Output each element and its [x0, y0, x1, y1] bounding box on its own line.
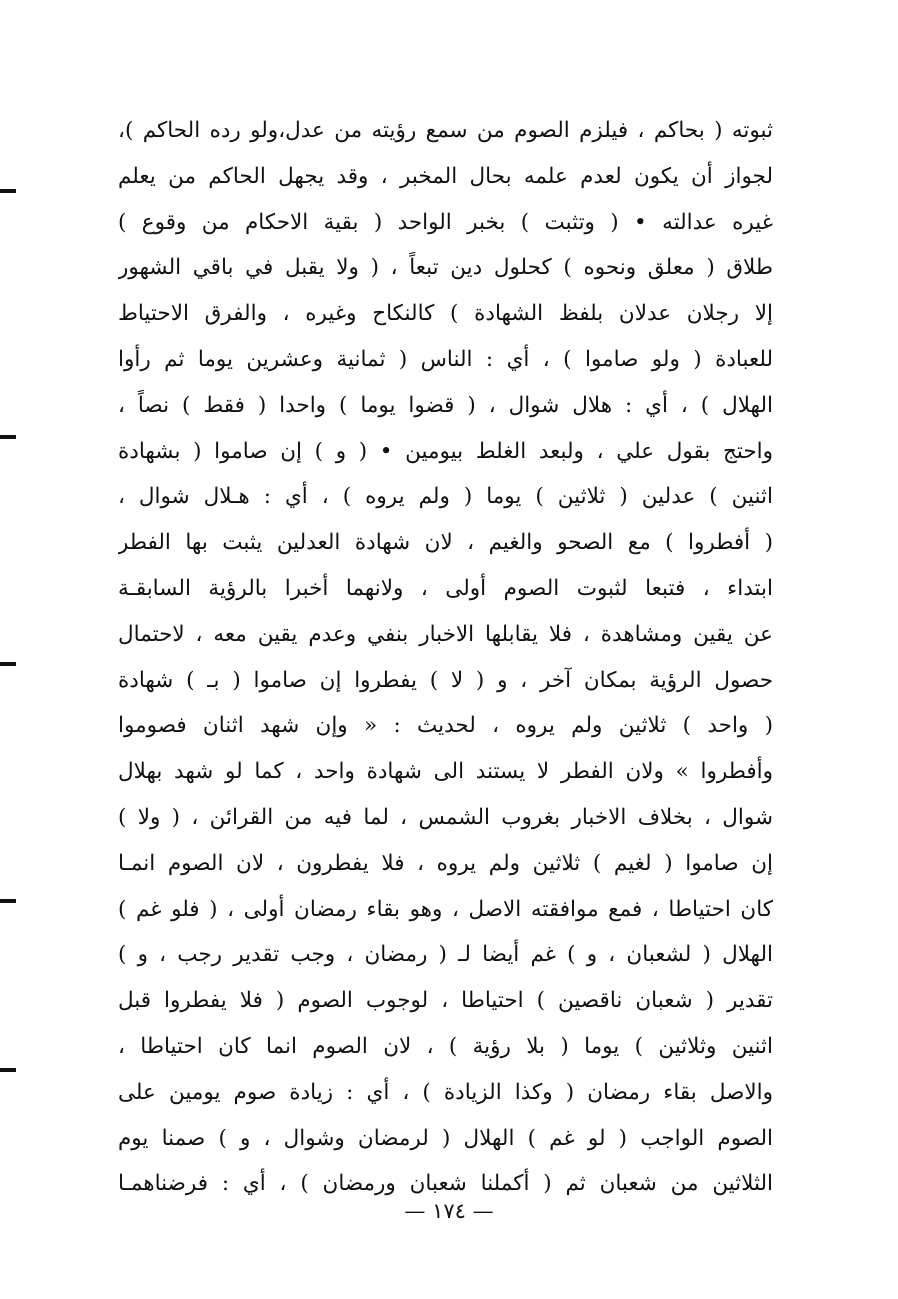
- text-line: غيره عدالته • ( وتثبت ) بخبر الواحد ( بقية الاحكام من وقوع ): [118, 209, 773, 235]
- text-line: والاصل بقاء رمضان ( وكذا الزيادة ) ، أي : زيادة صوم يومين على: [118, 1079, 773, 1105]
- margin-mark: [0, 189, 16, 193]
- text-line: إلا رجلان عدلان بلفظ الشهادة ) كالنكاح وغيره ، والفرق الاحتياط: [118, 301, 773, 327]
- margin-mark: [0, 662, 16, 666]
- text-line: ( أفطروا ) مع الصحو والغيم ، لان شهادة العدلين يثبت بها الفطر: [118, 530, 773, 556]
- margin-mark: [0, 1068, 16, 1072]
- body-text: [118, 108, 773, 1207]
- text-line: اثنين وثلاثين ) يوما ( بلا رؤية ) ، لان الصوم انما كان احتياطا ،: [118, 1033, 773, 1059]
- text-line: تقدير ( شعبان ناقصين ) احتياطا ، لوجوب الصوم ( فلا يفطروا قبل: [118, 988, 773, 1014]
- text-line: ابتداء ، فتبعا لثبوت الصوم أولى ، ولانهما أخبرا بالرؤية السابقـة: [118, 575, 773, 601]
- text-line: الثلاثين من شعبان ثم ( أكملنا شعبان ورمضان ) ، أي : فرضناهمـا: [118, 1171, 773, 1197]
- text-line: واحتج بقول علي ، ولبعد الغلط بيومين • ( و ) إن صاموا ( بشهادة: [118, 438, 773, 464]
- text-line: الهلال ) ، أي : هلال شوال ، ( قضوا يوما ) واحدا ( فقط ) نصاً ،: [118, 392, 773, 418]
- text-line: لجواز أن يكون لعدم علمه بحال المخبر ، وقد يجهل الحاكم من يعلم: [118, 163, 773, 189]
- text-line: حصول الرؤية بمكان آخر ، و ( لا ) يفطروا إن صاموا ( بـ ) شهادة: [118, 667, 773, 693]
- text-line: الصوم الواجب ( لو غم ) الهلال ( لرمضان وشوال ، و ) صمنا يوم: [118, 1125, 773, 1151]
- text-line: عن يقين ومشاهدة ، فلا يقابلها الاخبار بنفي وعدم يقين معه ، لاحتمال: [118, 621, 773, 647]
- text-line: إن صاموا ( لغيم ) ثلاثين ولم يروه ، فلا يفطرون ، لان الصوم انمـا: [118, 850, 773, 876]
- margin-mark: [0, 899, 16, 903]
- text-line: ( واحد ) ثلاثين ولم يروه ، لحديث : « وإن شهد اثنان فصوموا: [118, 713, 773, 739]
- text-line: طلاق ( معلق ونحوه ) كحلول دين تبعاً ، ( ولا يقبل في باقي الشهور: [118, 255, 773, 281]
- text-line: وأفطروا » ولان الفطر لا يستند الى شهادة واحد ، كما لو شهد بهلال: [118, 759, 773, 785]
- text-line: شوال ، بخلاف الاخبار بغروب الشمس ، لما فيه من القرائن ، ( ولا ): [118, 804, 773, 830]
- text-line: للعبادة ( ولو صاموا ) ، أي : الناس ( ثمانية وعشرين يوما ثم رأوا: [118, 346, 773, 372]
- margin-mark: [0, 435, 16, 439]
- text-line: كان احتياطا ، فمع موافقته الاصل ، وهو بقاء رمضان أولى ، ( فلو غم ): [118, 896, 773, 922]
- text-line: ثبوته ( بحاكم ، فيلزم الصوم من سمع رؤيته من عدل،ولو رده الحاكم )،: [118, 118, 773, 143]
- text-line: الهلال ( لشعبان ، و ) غم أيضا لـ ( رمضان ، وجب تقدير رجب ، و ): [118, 942, 773, 968]
- text-line: اثنين ) عدلين ( ثلاثين ) يوما ( ولم يروه ) ، أي : هـلال شوال ،: [118, 484, 773, 510]
- page-number: — ١٧٤ —: [404, 1199, 494, 1223]
